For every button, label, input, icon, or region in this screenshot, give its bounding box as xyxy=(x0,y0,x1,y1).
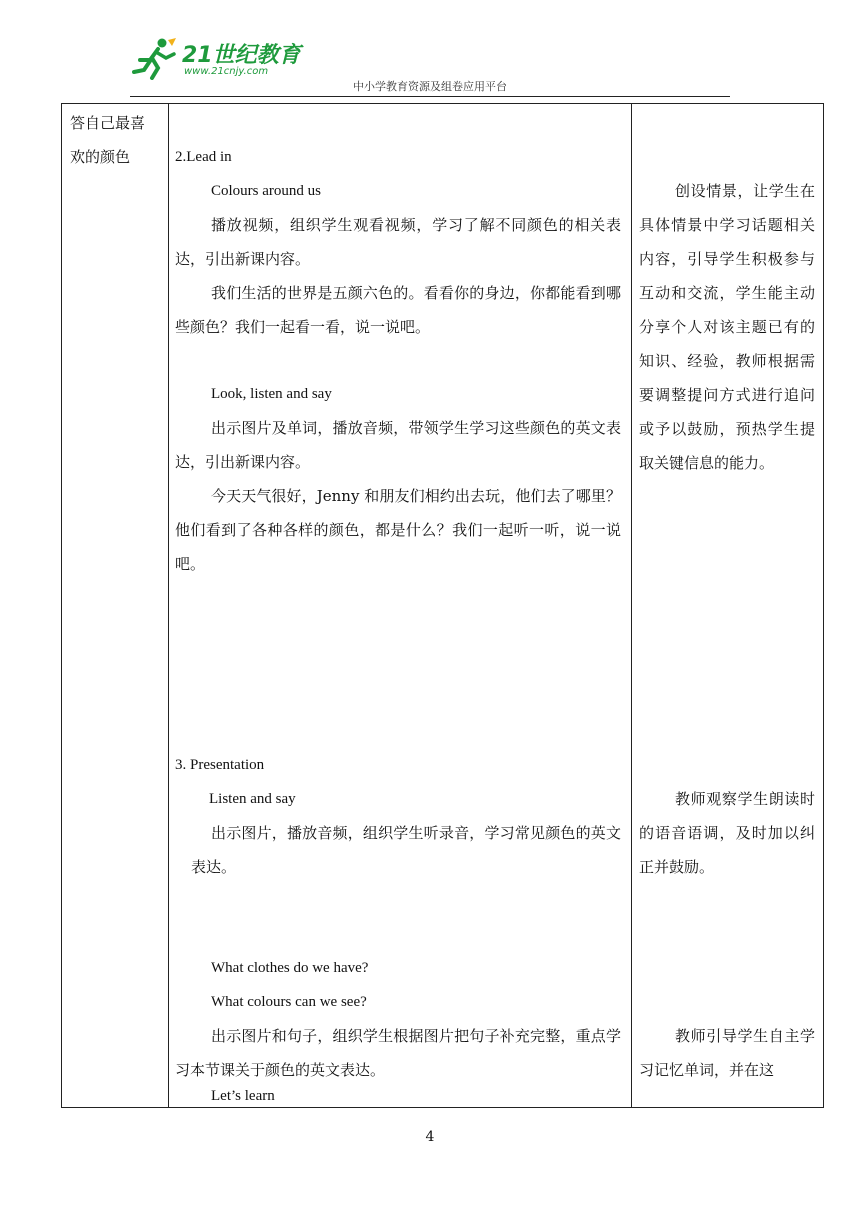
lesson-plan-table xyxy=(61,103,824,1108)
header-divider xyxy=(130,96,730,97)
design-note-2: 教师观察学生朗读时的语音语调，及时加以纠正并鼓励。 xyxy=(639,790,815,876)
brand-logo xyxy=(132,36,302,84)
colours-around-us-heading: Colours around us xyxy=(211,183,321,199)
page-number: 4 xyxy=(425,1129,435,1145)
colours-paragraph-2: 我们生活的世界是五颜六色的。看看你的身边，你都能看到哪些颜色？我们一起看一看，说一说吧。 xyxy=(175,284,621,336)
table-row xyxy=(62,104,824,1108)
logo-url: www.21cnjy.com xyxy=(184,66,269,77)
listen-and-say-heading: Listen and say xyxy=(209,791,296,807)
look-listen-say-heading: Look, listen and say xyxy=(211,386,332,402)
column-activity xyxy=(62,104,169,1108)
presentation-heading: 3. Presentation xyxy=(175,757,265,773)
design-note-1: 创设情景，让学生在具体情景中学习话题相关内容，引导学生积极参与互动和交流，学生能主动分享个人对该主题已有的知识、经验，教师根据需要调整提问方式进行追问或予以鼓励，预热学生提取关键信息的能力。 xyxy=(639,182,815,472)
design-note-3: 教师引导学生自主学习记忆单词，并在这 xyxy=(639,1027,815,1079)
look-paragraph-2: 今天天气很好，Jenny 和朋友们相约出去玩，他们去了哪里？他们看到了各种各样的颜色，都是什么？我们一起听一听，说一说吧。 xyxy=(175,487,621,573)
lets-learn-heading: Let’s learn xyxy=(211,1088,275,1104)
activity-text-line-1: 答自己最喜 xyxy=(70,114,146,132)
runner-logo-icon xyxy=(132,36,178,80)
page-header xyxy=(0,0,860,100)
look-paragraph-1: 出示图片及单词，播放音频，带领学生学习这些颜色的英文表达，引出新课内容。 xyxy=(175,419,621,471)
colours-paragraph-1: 播放视频，组织学生观看视频，学习了解不同颜色的相关表达，引出新课内容。 xyxy=(175,216,621,268)
logo-title: 21世纪教育 xyxy=(182,43,301,68)
header-subtitle: 中小学教育资源及组卷应用平台 xyxy=(353,80,507,93)
question-colours: What colours can we see? xyxy=(211,994,367,1010)
question-clothes: What clothes do we have? xyxy=(211,960,369,976)
activity-text-line-2: 欢的颜色 xyxy=(70,148,131,166)
column-design-intent xyxy=(632,104,824,1108)
column-procedure xyxy=(169,104,632,1108)
complete-sentences-paragraph: 出示图片和句子，组织学生根据图片把句子补充完整，重点学习本节课关于颜色的英文表达。 xyxy=(175,1027,621,1079)
listen-paragraph: 出示图片，播放音频，组织学生听录音，学习常见颜色的英文表达。 xyxy=(191,824,621,876)
lead-in-heading: 2.Lead in xyxy=(175,149,232,165)
